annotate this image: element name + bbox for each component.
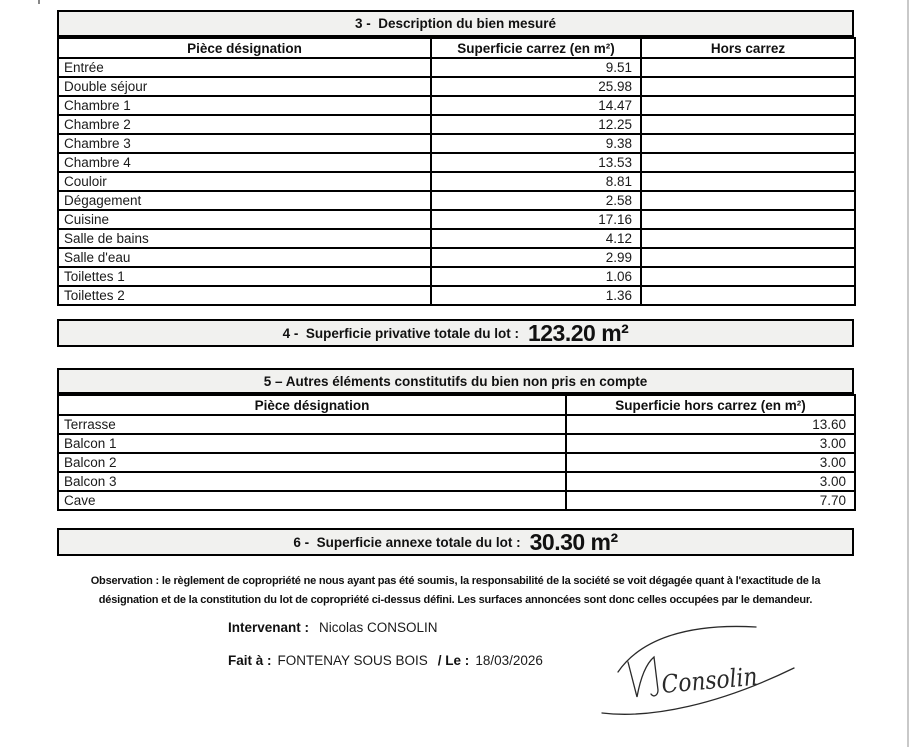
room-name-cell: Couloir — [58, 172, 431, 191]
fait-place: FONTENAY SOUS BOIS — [277, 653, 428, 668]
table-row — [58, 115, 855, 134]
room-name-cell: Chambre 2 — [58, 115, 431, 134]
date-value: 18/03/2026 — [475, 653, 543, 668]
section5-title: 5 – Autres éléments constitutifs du bien non pris en compte — [263, 373, 648, 389]
table-row — [58, 415, 855, 434]
section3-title-box — [57, 10, 854, 37]
area-value-cell: 9.38 — [431, 134, 641, 153]
table-row — [58, 58, 855, 77]
area-value-cell: 17.16 — [431, 210, 641, 229]
area-value-cell: 25.98 — [431, 77, 641, 96]
hors-carrez-cell — [641, 96, 855, 115]
section5-col-designation: Pièce désignation — [58, 395, 566, 415]
observation-line2: désignation et de la constitution du lot de copropriété ci-dessus défini. Les surfaces annoncées sont donc celles occupées par le demandeur. — [98, 594, 813, 606]
area-value-cell: 3.00 — [566, 453, 855, 472]
fait-line — [228, 653, 543, 668]
section4-total-banner — [57, 319, 854, 347]
table-row — [58, 453, 855, 472]
fait-label: Fait à : — [228, 653, 272, 668]
room-name-cell: Toilettes 1 — [58, 267, 431, 286]
area-value-cell: 13.53 — [431, 153, 641, 172]
room-name-cell: Balcon 1 — [58, 434, 566, 453]
room-name-cell: Terrasse — [58, 415, 566, 434]
area-value-cell: 1.06 — [431, 267, 641, 286]
room-name-cell: Toilettes 2 — [58, 286, 431, 305]
hors-carrez-cell — [641, 115, 855, 134]
area-value-cell: 4.12 — [431, 229, 641, 248]
intervenant-name: Nicolas CONSOLIN — [319, 620, 438, 635]
area-value-cell: 2.58 — [431, 191, 641, 210]
section5-title-box — [57, 368, 854, 394]
table-row — [58, 77, 855, 96]
table-row — [58, 191, 855, 210]
table-row — [58, 472, 855, 491]
hors-carrez-cell — [641, 267, 855, 286]
area-value-cell: 3.00 — [566, 472, 855, 491]
section6-total-value: 30.30 m² — [529, 528, 618, 555]
area-value-cell: 14.47 — [431, 96, 641, 115]
section3-col-designation: Pièce désignation — [58, 38, 431, 58]
table-row — [58, 96, 855, 115]
room-name-cell: Balcon 3 — [58, 472, 566, 491]
observation-line1: Observation : le règlement de copropriété ne nous ayant pas été soumis, la responsabilité de la société se voit dégagée quant à l'exactitude de la — [90, 575, 821, 587]
section4-total-value: 123.20 m² — [527, 319, 629, 346]
room-name-cell: Chambre 1 — [58, 96, 431, 115]
room-name-cell: Chambre 3 — [58, 134, 431, 153]
section5-table — [57, 394, 856, 511]
signature-name-text: Consolin — [660, 660, 773, 699]
hors-carrez-cell — [641, 248, 855, 267]
intervenant-label: Intervenant : — [228, 620, 310, 635]
scan-artifact — [38, 0, 40, 4]
hors-carrez-cell — [641, 77, 855, 96]
hors-carrez-cell — [641, 153, 855, 172]
table-row — [58, 248, 855, 267]
hors-carrez-cell — [641, 172, 855, 191]
hors-carrez-cell — [641, 58, 855, 77]
le-label: / Le : — [437, 653, 470, 668]
section6-total-banner — [57, 528, 854, 556]
area-value-cell: 2.99 — [431, 248, 641, 267]
section6-label: 6 - Superficie annexe totale du lot : — [293, 534, 521, 550]
table-row — [58, 172, 855, 191]
hors-carrez-cell — [641, 210, 855, 229]
page-edge-line — [907, 0, 909, 747]
hors-carrez-cell — [641, 134, 855, 153]
section3-col-superficie-carrez: Superficie carrez (en m²) — [431, 38, 641, 58]
table-row — [58, 210, 855, 229]
area-value-cell: 13.60 — [566, 415, 855, 434]
hors-carrez-cell — [641, 191, 855, 210]
signature-initial-stroke — [628, 657, 658, 697]
area-value-cell: 7.70 — [566, 491, 855, 510]
table-row — [58, 267, 855, 286]
room-name-cell: Cave — [58, 491, 566, 510]
table-row — [58, 153, 855, 172]
signature — [588, 606, 833, 728]
section4-label: 4 - Superficie privative totale du lot : — [282, 325, 519, 341]
room-name-cell: Entrée — [58, 58, 431, 77]
area-value-cell: 9.51 — [431, 58, 641, 77]
observation-text — [57, 572, 854, 610]
section5-header-row — [58, 395, 855, 415]
section3-col-hors-carrez: Hors carrez — [641, 38, 855, 58]
table-row — [58, 434, 855, 453]
table-row — [58, 491, 855, 510]
section3-header-row — [58, 38, 855, 58]
section3-table — [57, 37, 856, 306]
hors-carrez-cell — [641, 229, 855, 248]
intervenant-line — [228, 620, 438, 635]
hors-carrez-cell — [641, 286, 855, 305]
area-value-cell: 3.00 — [566, 434, 855, 453]
room-name-cell: Salle de bains — [58, 229, 431, 248]
room-name-cell: Balcon 2 — [58, 453, 566, 472]
area-value-cell: 12.25 — [431, 115, 641, 134]
room-name-cell: Chambre 4 — [58, 153, 431, 172]
table-row — [58, 286, 855, 305]
room-name-cell: Cuisine — [58, 210, 431, 229]
section5-col-superficie-hors-carrez: Superficie hors carrez (en m²) — [566, 395, 855, 415]
room-name-cell: Double séjour — [58, 77, 431, 96]
area-value-cell: 1.36 — [431, 286, 641, 305]
area-value-cell: 8.81 — [431, 172, 641, 191]
table-row — [58, 134, 855, 153]
room-name-cell: Salle d'eau — [58, 248, 431, 267]
section3-title: 3 - Description du bien mesuré — [354, 16, 557, 31]
table-row — [58, 229, 855, 248]
room-name-cell: Dégagement — [58, 191, 431, 210]
